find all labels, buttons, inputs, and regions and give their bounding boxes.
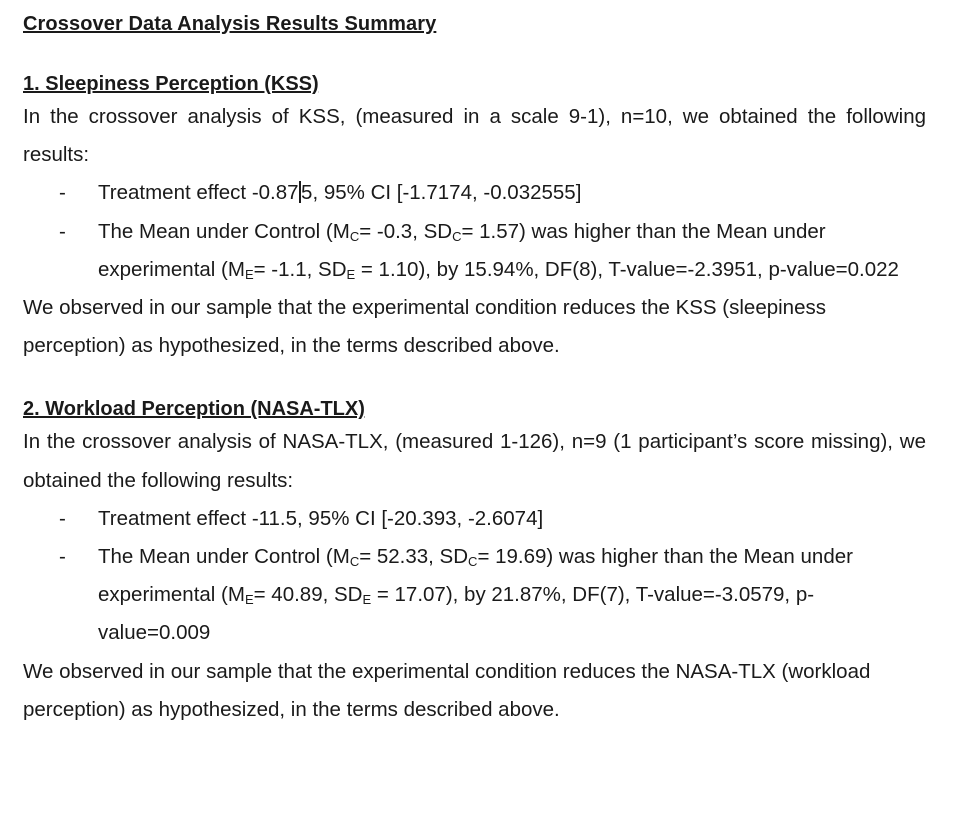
bullet-dash: - — [59, 545, 66, 569]
section-heading: 2. Workload Perception (NASA-TLX) — [23, 398, 365, 421]
subscript: C — [468, 554, 478, 570]
bullet-dash: - — [59, 506, 66, 530]
mean-text: The Mean under Control (M — [98, 545, 350, 569]
section-kss — [23, 70, 926, 365]
mean-text: = 1.57) was higher than the Mean under experimental (M — [98, 219, 826, 281]
subscript: E — [346, 266, 356, 282]
list-item — [23, 174, 926, 212]
document-title: Crossover Data Analysis Results Summary — [23, 13, 437, 35]
mean-text: = -0.3, SD — [359, 219, 453, 243]
section-intro: In the crossover analysis of NASA-TLX, (measured 1-126), n=9 (1 participant’s score missing), we obtained the following results: — [23, 430, 926, 492]
list-item — [23, 538, 926, 653]
section-heading: 1. Sleepiness Perception (KSS) — [23, 73, 319, 95]
section-nasa-tlx — [23, 395, 926, 729]
list-item — [23, 500, 926, 538]
treatment-effect-pre: Treatment effect -0.87 — [98, 181, 299, 205]
subscript: C — [349, 554, 360, 570]
subscript: E — [244, 592, 254, 608]
mean-text: = 17.07), by 21.87%, DF(7), T-value=-3.0579, p-value=0.009 — [98, 583, 815, 645]
mean-text: = 1.10), by 15.94%, DF(8), T-value=-2.3951, p-value=0.022 — [355, 257, 899, 281]
subscript: E — [244, 266, 254, 282]
mean-text: = 19.69) was higher than the Mean under experimental (M — [98, 545, 853, 607]
bullet-dash: - — [59, 219, 66, 243]
subscript: E — [362, 592, 372, 608]
mean-text: = 40.89, SD — [253, 583, 363, 607]
list-item — [23, 213, 926, 289]
section-conclusion: We observed in our sample that the experimental condition reduces the NASA-TLX (workload perception) as hypothesized, in the terms described above. — [23, 659, 871, 721]
bullet-dash: - — [59, 181, 66, 205]
mean-text: = -1.1, SD — [253, 257, 347, 281]
treatment-effect-post: 5, 95% CI [-1.7174, -0.032555] — [301, 181, 582, 205]
results-list — [23, 174, 926, 289]
subscript: C — [452, 228, 462, 244]
section-intro: In the crossover analysis of KSS, (measured in a scale 9-1), n=10, we obtained the following results: — [23, 105, 926, 167]
subscript: C — [349, 228, 360, 244]
mean-text: = 52.33, SD — [359, 545, 469, 569]
treatment-effect: Treatment effect -11.5, 95% CI [-20.393, -2.6074] — [98, 506, 544, 530]
mean-text: The Mean under Control (M — [98, 219, 350, 243]
results-list — [23, 500, 926, 653]
section-conclusion: We observed in our sample that the experimental condition reduces the KSS (sleepiness perception) as hypothesized, in the terms described above. — [23, 296, 826, 358]
